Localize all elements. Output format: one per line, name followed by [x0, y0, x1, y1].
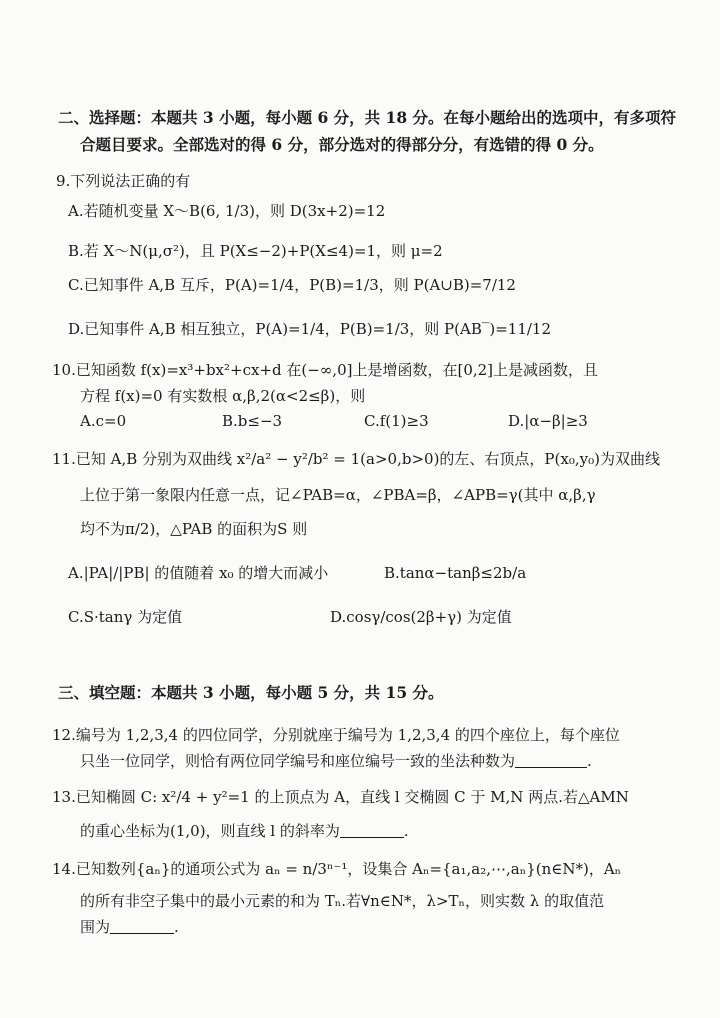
q9-option-a: A.若随机变量 X～B(6, 1/3)，则 D(3x+2)=12 — [68, 202, 386, 220]
q11-option-c: C.S·tanγ 为定值 — [68, 608, 183, 626]
q13-line2-row: 的重心坐标为(1,0)，则直线 l 的斜率为 . — [80, 822, 409, 840]
q9-option-d: D.已知事件 A,B 相互独立，P(A)=1/4，P(B)=1/3，则 P(AB‾)=11/12 — [68, 320, 552, 338]
q14-line1: 14.已知数列{aₙ}的通项公式为 aₙ = n/3ⁿ⁻¹，设集合 Aₙ={a₁,a₂,⋯,aₙ}(n∈N*)，Aₙ — [52, 860, 622, 878]
q11-line2: 上位于第一象限内任意一点，记∠PAB=α，∠PBA=β，∠APB=γ(其中 α,β,γ — [80, 486, 596, 504]
q11-option-d: D.cosγ/cos(2β+γ) 为定值 — [330, 608, 512, 626]
section2-heading-line2: 合题目要求。全部选对的得 6 分，部分选对的得部分分，有选错的得 0 分。 — [80, 135, 604, 154]
q9-option-b: B.若 X～N(μ,σ²)，且 P(X≤−2)+P(X≤4)=1，则 μ=2 — [68, 242, 443, 260]
q10-option-a: A.c=0 — [80, 412, 127, 430]
q10-line2: 方程 f(x)=0 有实数根 α,β,2(α<2≤β)，则 — [80, 387, 366, 405]
q10-line1: 10.已知函数 f(x)=x³+bx²+cx+d 在(−∞,0]上是增函数，在[0,2]上是减函数，且 — [52, 361, 599, 379]
q13-line1: 13.已知椭圆 C: x²/4 + y²=1 的上顶点为 A，直线 l 交椭圆 C 于 M,N 两点.若△AMN — [52, 788, 629, 806]
q9-option-c: C.已知事件 A,B 互斥，P(A)=1/4，P(B)=1/3，则 P(A∪B)=7/12 — [68, 276, 516, 294]
q14-line3-row: 围为 . — [80, 918, 179, 936]
q14-answer-blank[interactable] — [110, 921, 174, 934]
section2-heading-line1: 二、选择题：本题共 3 小题，每小题 6 分，共 18 分。在每小题给出的选项中，有多项符 — [58, 108, 677, 127]
q12-line2-row: 只坐一位同学，则恰有两位同学编号和座位编号一致的坐法种数为 . — [80, 752, 592, 770]
q14-line3: 围为 — [80, 918, 111, 936]
q11-line1: 11.已知 A,B 分别为双曲线 x²/a² − y²/b² = 1(a>0,b>0)的左、右顶点，P(x₀,y₀)为双曲线 — [52, 450, 660, 468]
q10-option-c: C.f(1)≥3 — [364, 412, 429, 430]
q12-answer-blank[interactable] — [515, 755, 587, 768]
q10-option-d: D.|α−β|≥3 — [508, 412, 588, 430]
q11-option-a: A.|PA|/|PB| 的值随着 x₀ 的增大而减小 — [68, 564, 329, 582]
q10-option-b: B.b≤−3 — [222, 412, 283, 430]
q12-line1: 12.编号为 1,2,3,4 的四位同学，分别就座于编号为 1,2,3,4 的四个座位上，每个座位 — [52, 726, 620, 744]
q12-line2: 只坐一位同学，则恰有两位同学编号和座位编号一致的坐法种数为 — [80, 752, 516, 770]
q11-option-b: B.tanα−tanβ≤2b/a — [384, 564, 527, 582]
section3-heading: 三、填空题：本题共 3 小题，每小题 5 分，共 15 分。 — [58, 683, 444, 702]
q9-stem: 9.下列说法正确的有 — [56, 172, 191, 190]
q11-line3: 均不为π/2)，△PAB 的面积为S 则 — [80, 520, 308, 538]
q13-line2: 的重心坐标为(1,0)，则直线 l 的斜率为 — [80, 822, 340, 840]
q13-answer-blank[interactable] — [340, 825, 404, 838]
q14-line2: 的所有非空子集中的最小元素的和为 Tₙ.若∀n∈N*，λ>Tₙ，则实数 λ 的取值范 — [80, 892, 605, 910]
